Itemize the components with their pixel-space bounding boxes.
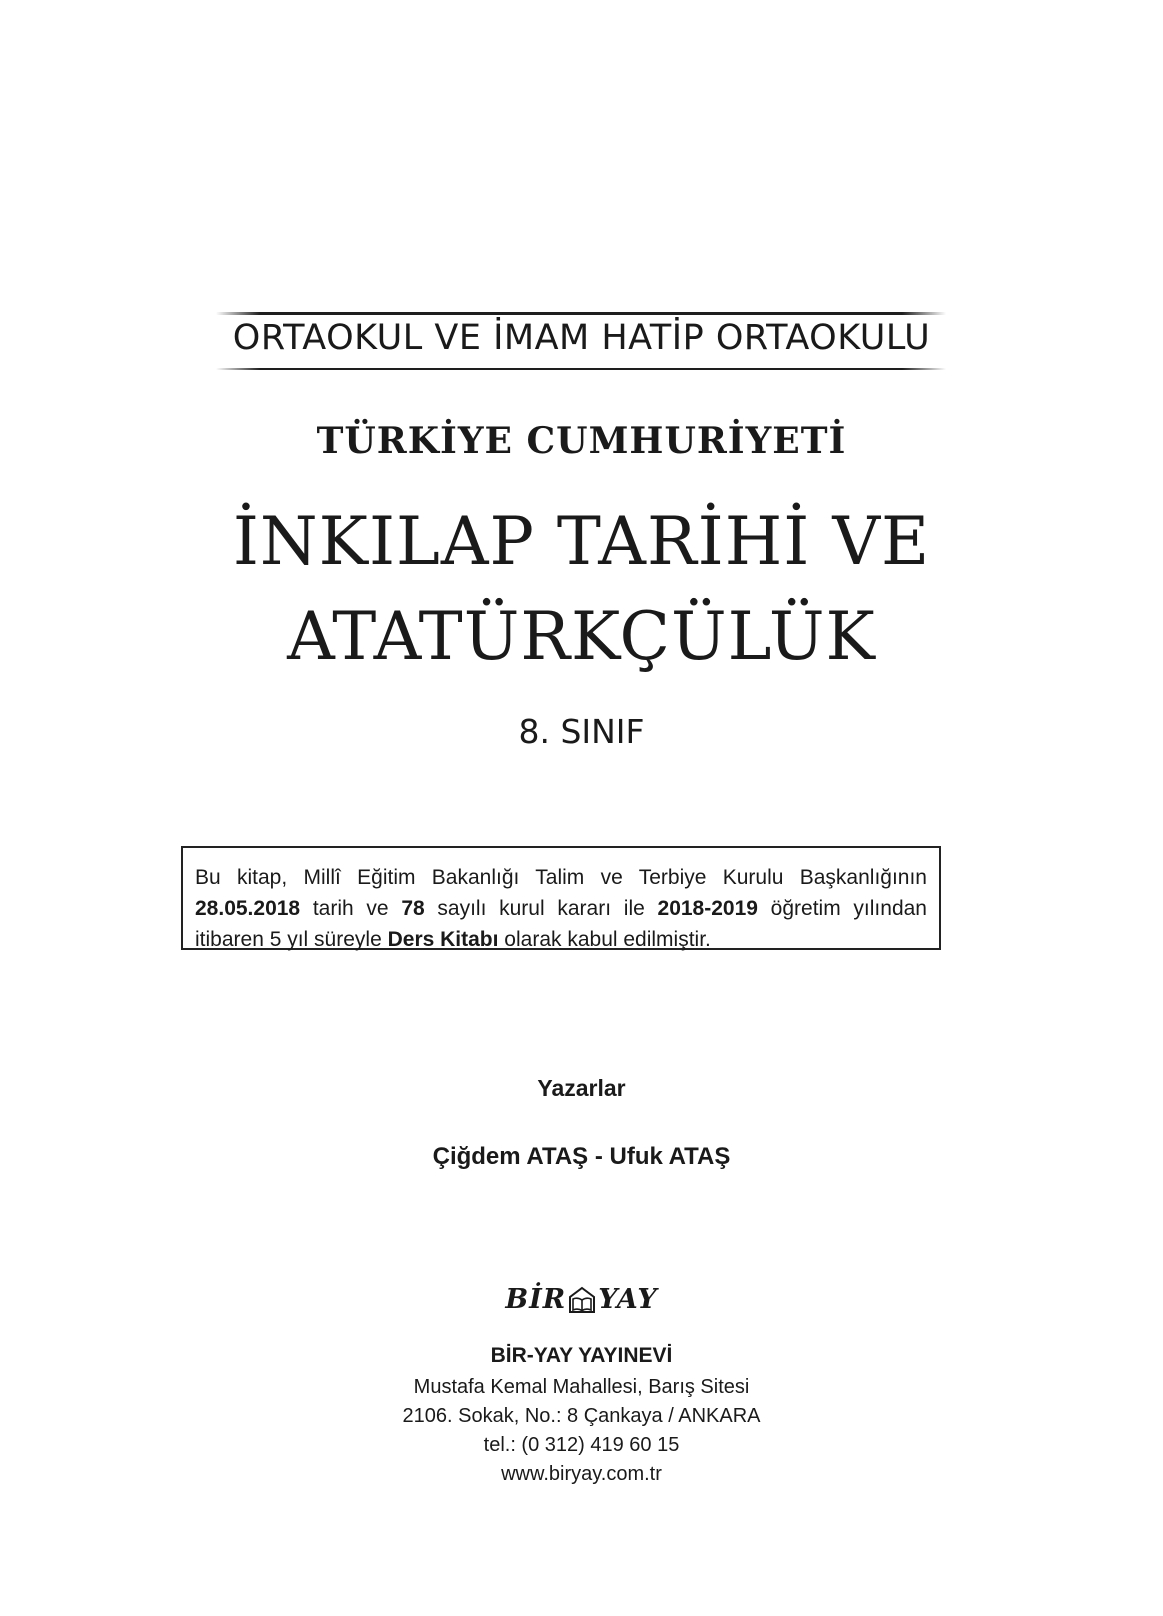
address-line2: 2106. Sokak, No.: 8 Çankaya / ANKARA [402,1405,761,1427]
grade-label: 8. SINIF [518,712,645,751]
book-title-line2: ATATÜRKÇÜLÜK [287,598,876,675]
approval-text-2: tarih ve [300,897,402,920]
school-type: ORTAOKUL VE İMAM HATİP ORTAOKULU [232,318,931,358]
publisher-logo [0,1283,1163,1323]
book-subtitle: TÜRKİYE CUMHURİYETİ [316,420,847,462]
phone-number: tel.: (0 312) 419 60 15 [483,1434,680,1456]
publisher-name: BİR-YAY YAYINEVİ [490,1344,673,1367]
authors-label: Yazarlar [537,1075,626,1101]
approval-book-type: Ders Kitabı [387,928,499,951]
approval-number: 78 [401,897,425,920]
approval-text-3: sayılı kurul kararı ile [424,897,658,920]
author-names: Çiğdem ATAŞ - Ufuk ATAŞ [432,1143,731,1170]
logo-text-right: YAY [598,1284,658,1315]
address-line1: Mustafa Kemal Mahallesi, Barış Sitesi [413,1376,750,1398]
approval-date: 28.05.2018 [195,897,301,920]
approval-notice [181,846,941,950]
website-link: www.biryay.com.tr [501,1463,662,1485]
approval-text-5: olarak kabul edilmiştir. [498,928,711,951]
top-rule [216,312,946,315]
bottom-rule [216,368,946,370]
book-title-line1: İNKILAP TARİHİ VE [232,503,931,580]
approval-text-1: Bu kitap, Millî Eğitim Bakanlığı Talim ve Terbiye Kurulu Başkanlığının [195,866,927,889]
approval-text-4: öğretim yılından itibaren 5 yıl süreyle [195,897,927,951]
approval-year: 2018-2019 [657,897,758,920]
book-icon [567,1285,597,1315]
logo-text-left: BİR [505,1284,567,1315]
